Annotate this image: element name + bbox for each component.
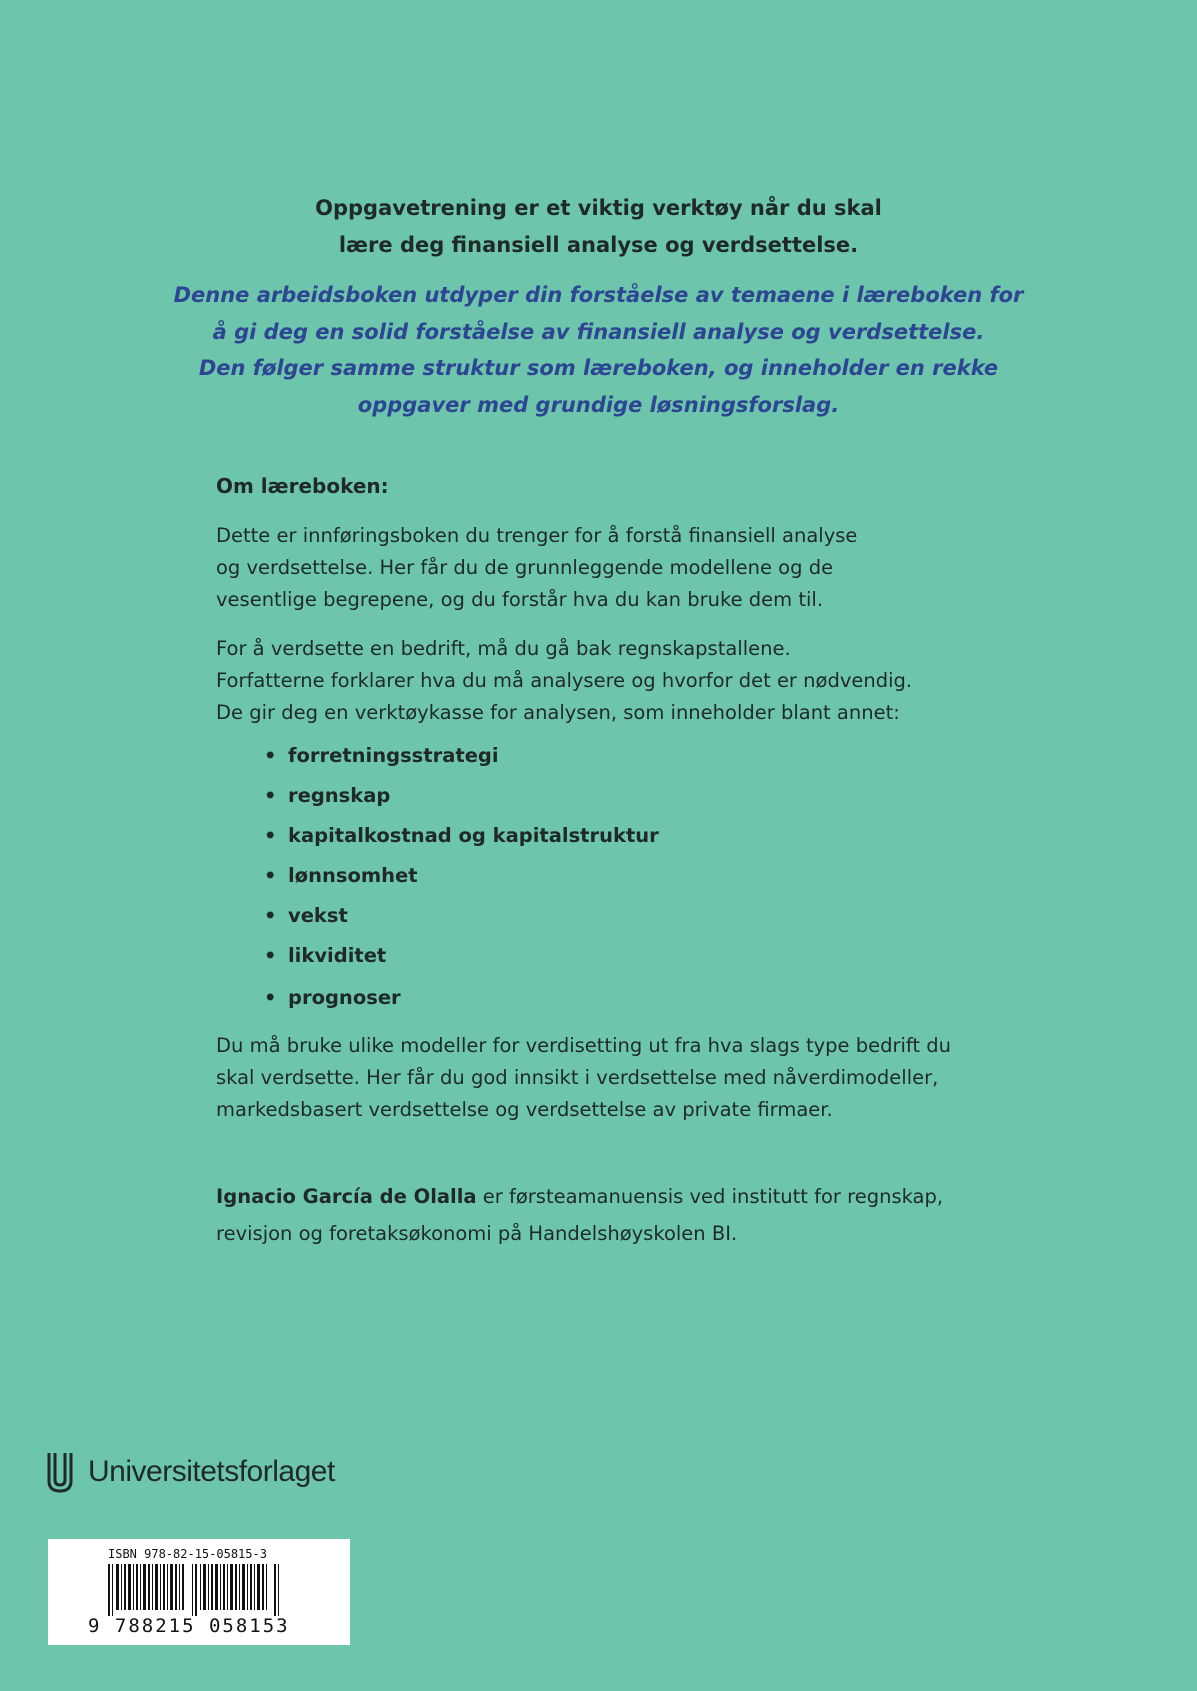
intro-line: Denne arbeidsboken utdyper din forståelse av temaene i læreboken for: [173, 283, 1024, 307]
paragraph-line: Forfatterne forklarer hva du må analysere og hvorfor det er nødvendig.: [216, 669, 913, 692]
paragraph-line: markedsbasert verdsettelse og verdsettelse av private firmaer.: [216, 1098, 833, 1121]
list-item: • likviditet: [264, 940, 659, 980]
paragraph-line: skal verdsette. Her får du god innsikt i verdsettelse med nåverdimodeller,: [216, 1066, 939, 1089]
author-name: Ignacio García de Olalla: [216, 1185, 477, 1208]
barcode-icon: [108, 1564, 288, 1616]
publisher-logo: [46, 1451, 335, 1493]
lead-line: Oppgavetrening er et viktig verktøy når du skal: [315, 196, 882, 220]
about-heading: Om læreboken:: [216, 474, 389, 498]
universitetsforlaget-logo-icon: [46, 1451, 74, 1493]
intro-line: Den følger samme struktur som læreboken, og inneholder en rekke: [198, 356, 999, 380]
list-item: • prognoser: [264, 980, 659, 1022]
list-item: • regnskap: [264, 780, 659, 820]
barcode-digits: 9 788215 058153: [88, 1615, 290, 1637]
list-item: • kapitalkostnad og kapitalstruktur: [264, 820, 659, 860]
intro-text: [0, 277, 1197, 423]
paragraph-line: vesentlige begrepene, og du forstår hva du kan bruke dem til.: [216, 588, 824, 611]
paragraph-1: [216, 520, 976, 616]
list-item: • vekst: [264, 900, 659, 940]
paragraph-line: Du må bruke ulike modeller for verdisetting ut fra hva slags type bedrift du: [216, 1034, 952, 1057]
paragraph-line: For å verdsette en bedrift, må du gå bak regnskapstallene.: [216, 637, 791, 660]
intro-line: oppgaver med grundige løsningsforslag.: [357, 392, 840, 417]
author-bio: [216, 1178, 976, 1252]
paragraph-line: Dette er innføringsboken du trenger for å forstå finansiell analyse: [216, 524, 858, 547]
paragraph-2: [216, 633, 976, 729]
lead-text: [0, 190, 1197, 264]
paragraph-3: [216, 1030, 976, 1126]
paragraph-line: og verdsettelse. Her får du de grunnleggende modellene og de: [216, 556, 834, 579]
paragraph-line: De gir deg en verktøykasse for analysen, som inneholder blant annet:: [216, 701, 900, 724]
barcode: [48, 1539, 350, 1645]
lead-line: lære deg finansiell analyse og verdsettelse.: [338, 233, 859, 257]
isbn-text: ISBN 978-82-15-05815-3: [108, 1547, 267, 1561]
list-item: • lønnsomhet: [264, 860, 659, 900]
list-item: • forretningsstrategi: [264, 740, 659, 780]
topic-list: [264, 740, 659, 1022]
author-line-2: revisjon og foretaksøkonomi på Handelshøyskolen BI.: [216, 1222, 738, 1245]
publisher-name: Universitetsforlaget: [88, 1455, 335, 1488]
author-bio-text: er førsteamanuensis ved institutt for regnskap,: [476, 1185, 944, 1208]
author-line-1: [216, 1178, 976, 1215]
intro-line: å gi deg en solid forståelse av finansiell analyse og verdsettelse.: [212, 319, 985, 344]
